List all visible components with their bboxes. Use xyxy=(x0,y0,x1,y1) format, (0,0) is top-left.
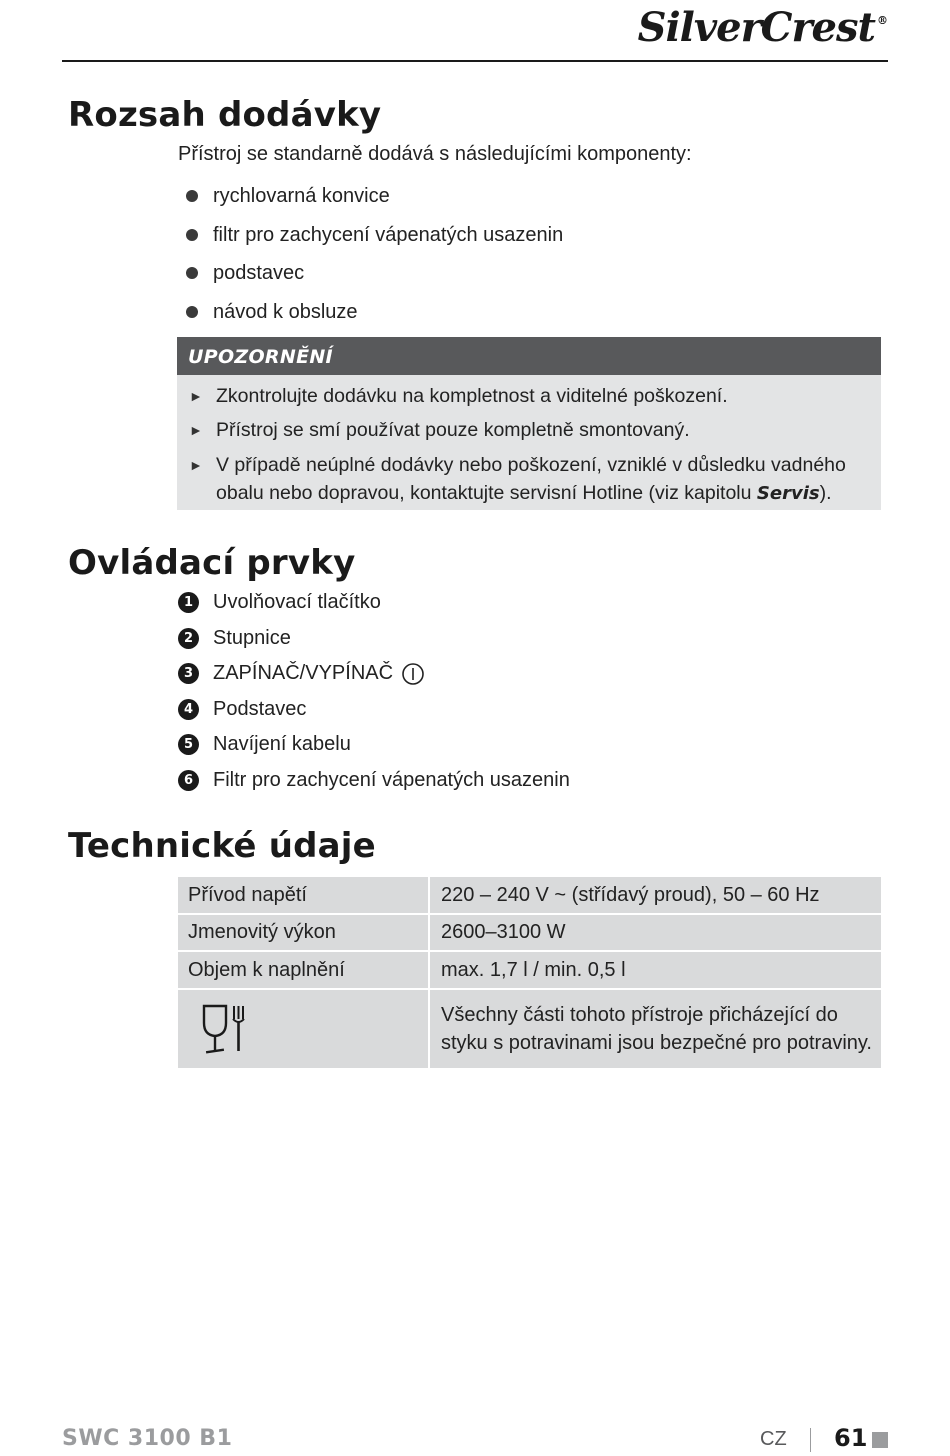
list-item: podstavec xyxy=(186,254,563,293)
footer-divider xyxy=(810,1428,811,1452)
list-item: 6 Filtr pro zachycení vápenatých usazenin xyxy=(178,763,570,799)
spec-label: Jmenovitý výkon xyxy=(178,915,428,950)
food-safe-glass-fork-icon xyxy=(200,1003,248,1055)
spec-label: Přívod napětí xyxy=(178,877,428,913)
servis-reference: Servis xyxy=(756,483,820,504)
section-title-scope: Rozsah dodávky xyxy=(68,95,382,135)
brand-name: SilverCrest xyxy=(637,4,875,51)
scope-list xyxy=(186,177,563,331)
spec-value: 220 – 240 V ~ (střídavý proud), 50 – 60 Hz xyxy=(430,877,881,913)
bullet-icon xyxy=(186,190,198,202)
warning-item: ► Přístroj se smí používat pouze kompletně smontovaný. xyxy=(189,416,863,444)
table-row xyxy=(178,877,881,913)
list-item: návod k obsluze xyxy=(186,293,563,332)
section-title-controls: Ovládací prvky xyxy=(68,543,356,583)
spec-label: Objem k naplnění xyxy=(178,952,428,988)
table-row xyxy=(178,952,881,988)
arrow-right-icon: ► xyxy=(189,422,203,438)
warning-heading: UPOZORNĚNÍ xyxy=(177,337,881,375)
spec-label xyxy=(178,990,428,1068)
registered-mark: ® xyxy=(877,14,888,27)
section-title-specs: Technické údaje xyxy=(68,826,376,866)
list-item: filtr pro zachycení vápenatých usazenin xyxy=(186,216,563,255)
bullet-icon xyxy=(186,306,198,318)
warning-item: ► Zkontrolujte dodávku na kompletnost a viditelné poškození. xyxy=(189,382,863,410)
table-row xyxy=(178,915,881,950)
number-badge: 1 xyxy=(178,592,199,613)
brand-logo xyxy=(638,6,888,50)
spec-value: Všechny části tohoto přístroje přicházející do styku s potravinami jsou bezpečné pro potraviny. xyxy=(430,990,881,1068)
spec-value: max. 1,7 l / min. 0,5 l xyxy=(430,952,881,988)
number-badge: 2 xyxy=(178,628,199,649)
scope-intro: Přístroj se standarně dodává s následujícími komponenty: xyxy=(178,143,692,165)
list-item: 1 Uvolňovací tlačítko xyxy=(178,585,570,621)
number-badge: 4 xyxy=(178,699,199,720)
footer-square-icon xyxy=(872,1432,888,1448)
arrow-right-icon: ► xyxy=(189,388,203,404)
controls-list xyxy=(178,585,570,798)
number-badge: 3 xyxy=(178,663,199,684)
bullet-icon xyxy=(186,229,198,241)
table-row xyxy=(178,990,881,1068)
list-item: 4 Podstavec xyxy=(178,692,570,728)
spec-value: 2600–3100 W xyxy=(430,915,881,950)
list-item: 2 Stupnice xyxy=(178,621,570,657)
number-badge: 5 xyxy=(178,734,199,755)
power-icon xyxy=(401,662,425,686)
header-rule xyxy=(62,60,888,62)
page-number: 61 xyxy=(834,1424,868,1452)
footer-language: CZ xyxy=(760,1428,787,1450)
number-badge: 6 xyxy=(178,770,199,791)
bullet-icon xyxy=(186,267,198,279)
warning-item: ► V případě neúplné dodávky nebo poškození, vzniklé v důsledku vadného obalu nebo dopravou, kontaktujte servisní Hotline (viz kapitolu Servis). xyxy=(189,451,863,508)
warning-box xyxy=(177,337,881,510)
list-item: 3 ZAPÍNAČ/VYPÍNAČ xyxy=(178,656,570,692)
list-item: 5 Navíjení kabelu xyxy=(178,727,570,763)
arrow-right-icon: ► xyxy=(189,457,203,473)
list-item: rychlovarná konvice xyxy=(186,177,563,216)
footer-model: SWC 3100 B1 xyxy=(62,1426,233,1451)
